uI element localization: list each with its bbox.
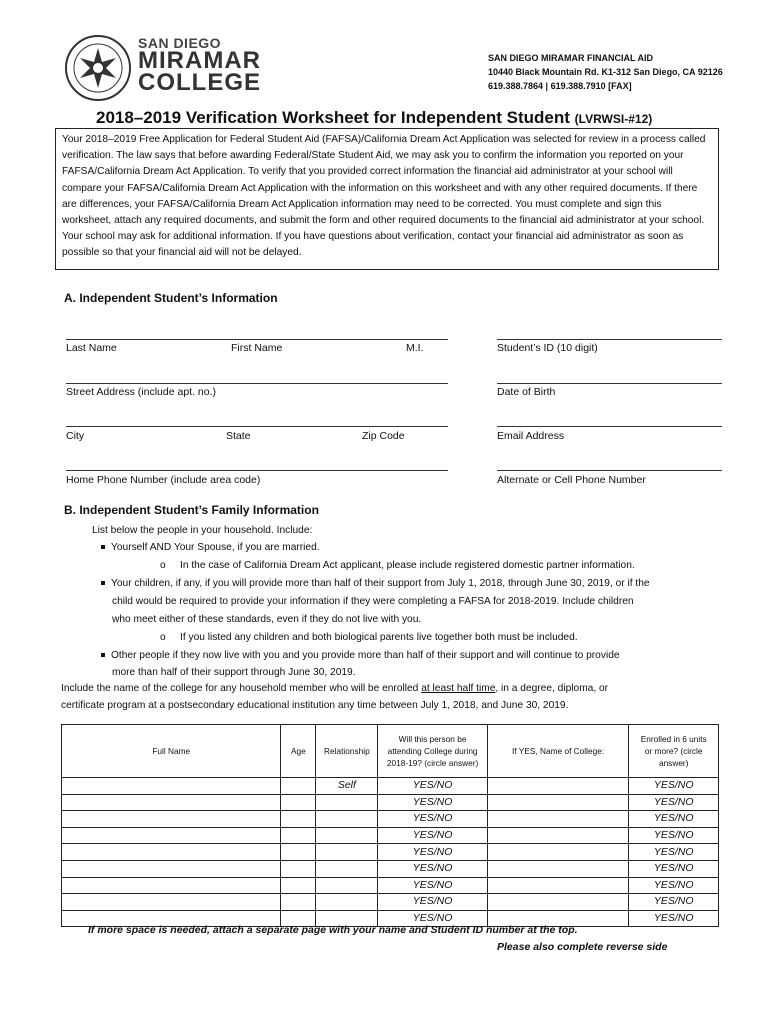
section-b-heading: B. Independent Student’s Family Information (64, 503, 319, 517)
brand-miramar: MIRAMAR (138, 47, 261, 74)
age-cell[interactable] (281, 778, 316, 795)
header-will-attend: Will this person be attending College during 2018-19? (circle answer) (378, 725, 487, 778)
street-line[interactable] (66, 383, 448, 384)
list-intro: List below the people in your household. Include: (92, 525, 313, 536)
brand-san-diego: SAN DIEGO (138, 35, 222, 51)
bullet-2 (101, 575, 650, 593)
enrolled-cell[interactable]: YES/NO (629, 811, 719, 828)
will-attend-cell[interactable]: YES/NO (378, 844, 487, 861)
header-enrolled: Enrolled in 6 units or more? (circle answer) (629, 725, 719, 778)
will-attend-cell[interactable]: YES/NO (378, 877, 487, 894)
enrolled-cell[interactable]: YES/NO (629, 844, 719, 861)
include-text-b: , in a degree, diploma, or (495, 683, 609, 694)
office-address: 10440 Black Mountain Rd. K1-312 San Diego, CA 92126 (488, 67, 723, 77)
include-text-a: Include the name of the college for any household member who will be enrolled (61, 683, 422, 694)
footer-reverse: Please also complete reverse side (497, 941, 668, 953)
include-line-2: certificate program at a postsecondary educational institution any time between July 1, 2018, and June 30, 2019. (61, 700, 569, 711)
relationship-cell[interactable]: Self (316, 778, 378, 795)
full-name-cell[interactable] (62, 860, 281, 877)
footer-note: If more space is needed, attach a separate page with your name and Student ID number at the top. (88, 924, 578, 936)
will-attend-cell[interactable]: YES/NO (378, 778, 487, 795)
relationship-cell[interactable] (316, 844, 378, 861)
relationship-cell[interactable] (316, 877, 378, 894)
bullet-1 (101, 539, 320, 557)
page-title (96, 108, 652, 128)
table-row (62, 827, 719, 844)
college-cell[interactable] (487, 811, 629, 828)
include-line-1 (61, 680, 608, 698)
last-name-label: Last Name (66, 342, 117, 354)
college-cell[interactable] (487, 844, 629, 861)
table-row (62, 778, 719, 795)
brand-college: COLLEGE (138, 69, 262, 96)
student-id-line[interactable] (497, 339, 722, 340)
title-main: 2018–2019 Verification Worksheet for Independent Student (96, 108, 570, 127)
college-cell[interactable] (487, 894, 629, 911)
full-name-cell[interactable] (62, 811, 281, 828)
state-label: State (226, 430, 251, 442)
title-code: (LVRWSI-#12) (574, 112, 653, 126)
email-line[interactable] (497, 426, 722, 427)
table-row (62, 794, 719, 811)
table-row (62, 894, 719, 911)
sub-bullet-1-marker: o (160, 560, 166, 571)
bullet-marker (101, 545, 105, 549)
will-attend-cell[interactable]: YES/NO (378, 910, 487, 927)
home-phone-label: Home Phone Number (include area code) (66, 474, 261, 486)
bullet-2-line3: who meet either of these standards, even if they do not live with you. (112, 614, 422, 625)
age-cell[interactable] (281, 860, 316, 877)
age-cell[interactable] (281, 844, 316, 861)
age-cell[interactable] (281, 894, 316, 911)
bullet-2-line1: Your children, if any, if you will provide more than half of their support from July 1, 2018, through June 30, 2019, or if the (111, 578, 650, 589)
name-line[interactable] (66, 339, 448, 340)
section-a-heading: A. Independent Student’s Information (64, 291, 278, 305)
full-name-cell[interactable] (62, 794, 281, 811)
city-line[interactable] (66, 426, 448, 427)
will-attend-cell[interactable]: YES/NO (378, 827, 487, 844)
header-age: Age (281, 725, 316, 778)
full-name-cell[interactable] (62, 827, 281, 844)
full-name-cell[interactable] (62, 877, 281, 894)
enrolled-cell[interactable]: YES/NO (629, 910, 719, 927)
will-attend-cell[interactable]: YES/NO (378, 894, 487, 911)
dob-line[interactable] (497, 383, 722, 384)
enrolled-cell[interactable]: YES/NO (629, 794, 719, 811)
header-college: If YES, Name of College: (487, 725, 629, 778)
age-cell[interactable] (281, 811, 316, 828)
age-cell[interactable] (281, 827, 316, 844)
alt-phone-label: Alternate or Cell Phone Number (497, 474, 646, 486)
enrolled-cell[interactable]: YES/NO (629, 827, 719, 844)
college-cell[interactable] (487, 778, 629, 795)
college-cell[interactable] (487, 877, 629, 894)
full-name-cell[interactable] (62, 844, 281, 861)
city-label: City (66, 430, 85, 442)
relationship-cell[interactable] (316, 827, 378, 844)
zip-label: Zip Code (362, 430, 405, 442)
sub-bullet-2-marker: o (160, 632, 166, 643)
street-label: Street Address (include apt. no.) (66, 386, 216, 398)
bullet-1-text: Yourself AND Your Spouse, if you are married. (111, 542, 320, 553)
header-full-name: Full Name (62, 725, 281, 778)
bullet-3 (101, 647, 620, 665)
full-name-cell[interactable] (62, 778, 281, 795)
enrolled-cell[interactable]: YES/NO (629, 894, 719, 911)
relationship-cell[interactable] (316, 811, 378, 828)
dob-label: Date of Birth (497, 386, 556, 398)
table-row (62, 860, 719, 877)
include-text-underlined: at least half time (421, 683, 496, 694)
will-attend-cell[interactable]: YES/NO (378, 860, 487, 877)
household-table (61, 724, 719, 927)
table-row (62, 811, 719, 828)
sub-bullet-2: If you listed any children and both biological parents live together both must be included. (180, 632, 578, 643)
college-cell[interactable] (487, 794, 629, 811)
enrolled-cell[interactable]: YES/NO (629, 778, 719, 795)
enrolled-cell[interactable]: YES/NO (629, 877, 719, 894)
age-cell[interactable] (281, 794, 316, 811)
mi-label: M.I. (406, 342, 424, 354)
table-row (62, 877, 719, 894)
intro-box: Your 2018–2019 Free Application for Federal Student Aid (FAFSA)/California Dream Act Application was selected for review in a process called verification. The law says that before awarding Federal/State Student Aid, we may ask you to confirm the information you reported on your FAFSA/California Dream Act Application. To verify that you provided correct information the financial aid administrator at your school will compare your FAFSA/California Dream Act Application with the information on this worksheet and with any other required documents. If there are differences, your FAFSA/California Dream Act Application information may need to be corrected. You must complete and sign this worksheet, attach any required documents, and submit the form and other required documents to the financial aid administrator at your school. Your school may ask for additional information. If you have questions about verification, contact your financial aid administrator as soon as possible so that your financial aid will not be delayed. (55, 128, 719, 270)
bullet-3-line2: more than half of their support through June 30, 2019. (112, 667, 356, 678)
enrolled-cell[interactable]: YES/NO (629, 860, 719, 877)
bullet-3-line1: Other people if they now live with you and you provide more than half of their support and will continue to provide (111, 650, 620, 661)
header-relationship: Relationship (316, 725, 378, 778)
email-label: Email Address (497, 430, 565, 442)
home-phone-line[interactable] (66, 470, 448, 471)
college-cell[interactable] (487, 827, 629, 844)
college-cell[interactable] (487, 860, 629, 877)
age-cell[interactable] (281, 877, 316, 894)
sub-bullet-1: In the case of California Dream Act applicant, please include registered domestic partner information. (180, 560, 635, 571)
alt-phone-line[interactable] (497, 470, 722, 471)
relationship-cell[interactable] (316, 894, 378, 911)
household-table-body (62, 778, 719, 927)
office-name: SAN DIEGO MIRAMAR FINANCIAL AID (488, 53, 653, 63)
bullet-marker (101, 653, 105, 657)
full-name-cell[interactable] (62, 894, 281, 911)
relationship-cell[interactable] (316, 794, 378, 811)
first-name-label: First Name (231, 342, 283, 354)
student-id-label: Student’s ID (10 digit) (497, 342, 598, 354)
table-row (62, 844, 719, 861)
table-header-row (62, 725, 719, 778)
bullet-marker (101, 581, 105, 585)
relationship-cell[interactable] (316, 860, 378, 877)
office-phone: 619.388.7864 | 619.388.7910 [FAX] (488, 81, 632, 91)
college-logo (64, 34, 132, 102)
office-address-block (488, 51, 723, 93)
bullet-2-line2: child would be required to provide your information if they were completing a FAFSA for 2018-2019. Include children (112, 596, 634, 607)
will-attend-cell[interactable]: YES/NO (378, 794, 487, 811)
will-attend-cell[interactable]: YES/NO (378, 811, 487, 828)
